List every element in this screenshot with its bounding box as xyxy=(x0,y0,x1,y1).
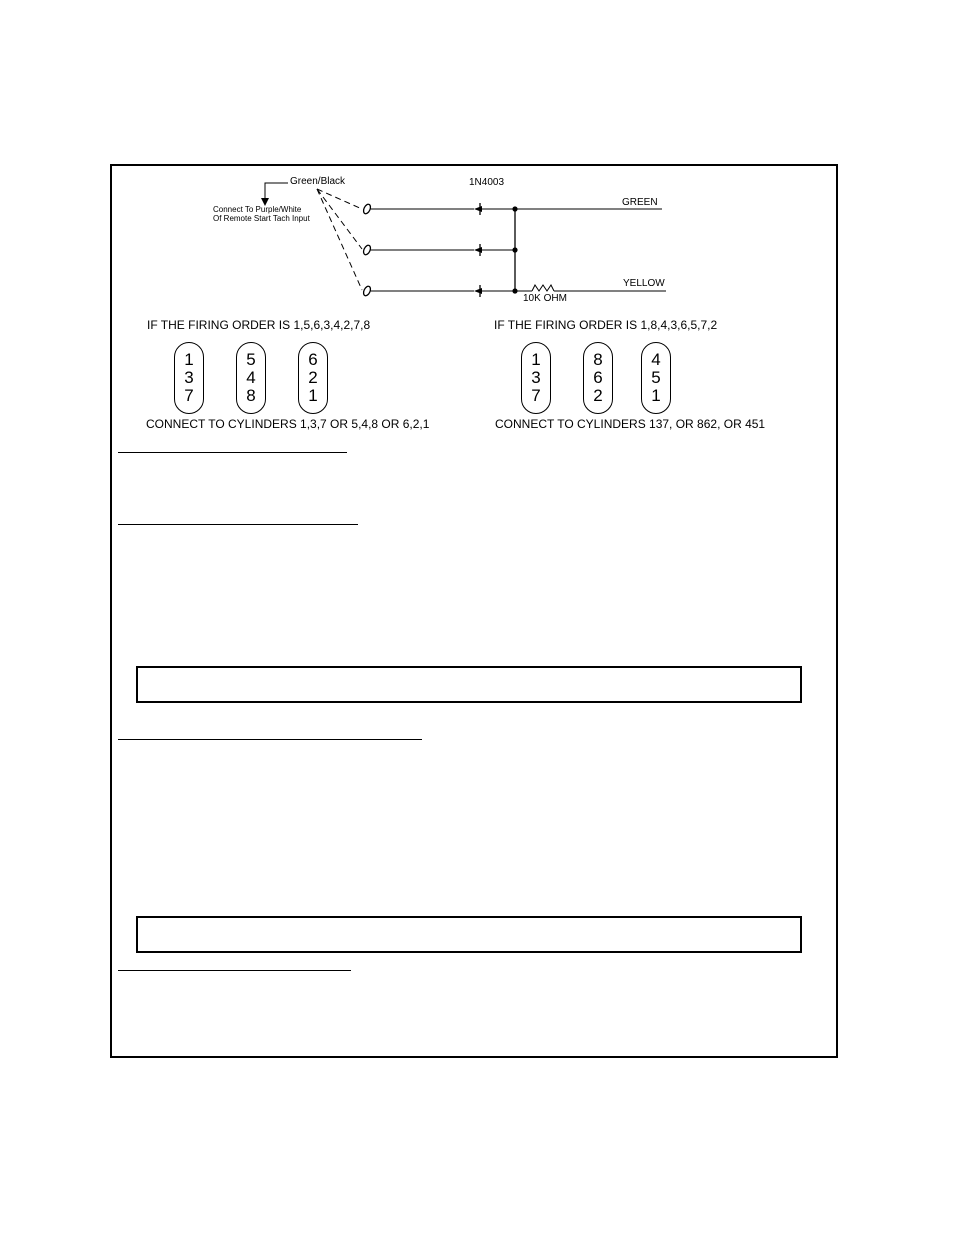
section-rule-2 xyxy=(118,524,358,525)
right-cylinder-group-1 xyxy=(521,342,551,414)
resistor-label: 10K OHM xyxy=(523,293,567,304)
cylinder-number: 1 xyxy=(531,350,541,369)
section-rule-1 xyxy=(118,452,347,453)
left-cylinder-group-2 xyxy=(236,342,266,414)
cylinder-number: 5 xyxy=(651,368,661,387)
cylinder-number: 4 xyxy=(651,350,661,369)
tach-lead xyxy=(265,183,288,199)
tach-note-line1: Connect To Purple/White xyxy=(213,205,302,214)
right-firing-order-heading: IF THE FIRING ORDER IS 1,8,4,3,6,5,7,2 xyxy=(494,318,718,332)
cylinder-number: 1 xyxy=(308,386,318,405)
cylinder-number: 4 xyxy=(246,368,256,387)
diode-label: 1N4003 xyxy=(469,177,505,188)
left-cylinder-group-1 xyxy=(174,342,204,414)
cylinder-number: 2 xyxy=(308,368,318,387)
green-output-label: GREEN xyxy=(622,197,658,208)
resistor xyxy=(532,285,554,291)
dashed-lead-1 xyxy=(317,189,362,209)
source-wire-label: Green/Black xyxy=(290,176,346,187)
cylinder-number: 5 xyxy=(246,350,256,369)
section-rule-3 xyxy=(118,739,422,740)
cylinder-number: 1 xyxy=(184,350,194,369)
cylinder-number: 6 xyxy=(308,350,318,369)
note-box-2 xyxy=(136,916,802,953)
page-frame xyxy=(110,164,838,1058)
cylinder-number: 1 xyxy=(651,386,661,405)
right-cylinder-group-2 xyxy=(583,342,613,414)
junction-2 xyxy=(512,247,517,252)
left-connect-caption: CONNECT TO CYLINDERS 1,3,7 OR 5,4,8 OR 6,2,1 xyxy=(146,417,430,431)
cylinder-number: 8 xyxy=(246,386,256,405)
right-connect-caption: CONNECT TO CYLINDERS 137, OR 862, OR 451 xyxy=(495,417,766,431)
cylinder-number: 3 xyxy=(184,368,194,387)
cylinder-number: 6 xyxy=(593,368,603,387)
tach-note-line2: Of Remote Start Tach Input xyxy=(213,214,310,223)
cylinder-number: 7 xyxy=(531,386,541,405)
yellow-output-label: YELLOW xyxy=(623,278,665,289)
cylinder-number: 7 xyxy=(184,386,194,405)
left-firing-order-heading: IF THE FIRING ORDER IS 1,5,6,3,4,2,7,8 xyxy=(147,318,371,332)
cylinder-number: 3 xyxy=(531,368,541,387)
left-cylinder-group-3 xyxy=(298,342,328,414)
cylinder-number: 2 xyxy=(593,386,603,405)
note-box-1 xyxy=(136,666,802,703)
right-cylinder-group-3 xyxy=(641,342,671,414)
cylinder-number: 8 xyxy=(593,350,603,369)
section-rule-4 xyxy=(118,970,351,971)
